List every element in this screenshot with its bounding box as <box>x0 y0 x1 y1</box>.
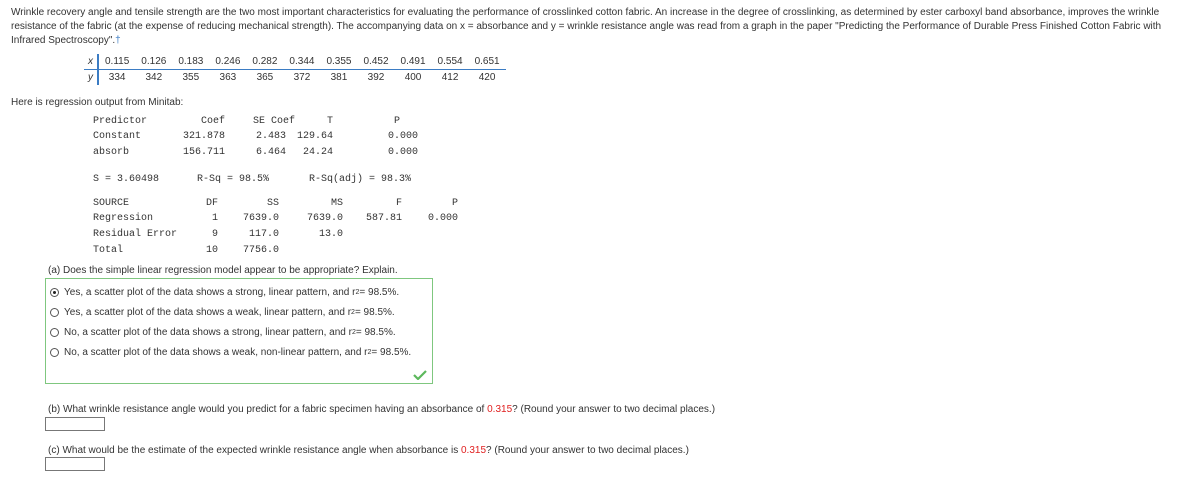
y-value: 412 <box>441 72 459 83</box>
coef-header: P <box>393 116 400 127</box>
answer-c-input[interactable] <box>45 457 105 471</box>
superscript: 2 <box>355 288 360 296</box>
superscript: 2 <box>367 348 372 356</box>
option-text: Yes, a scatter plot of the data shows a strong, linear pattern, and r <box>64 286 356 298</box>
coef-header: T <box>326 116 333 127</box>
coef-cell: 0.000 <box>387 147 418 158</box>
y-value: 372 <box>293 72 311 83</box>
x-value: 0.282 <box>246 54 283 70</box>
x-value: 0.183 <box>172 54 209 70</box>
question-b-tail: ? (Round your answer to two decimal places.) <box>512 404 716 415</box>
x-value: 0.115 <box>98 54 135 70</box>
anova-cell: Total <box>93 245 124 256</box>
y-value: 420 <box>478 72 496 83</box>
question-c-tail: ? (Round your answer to two decimal places.) <box>486 445 689 456</box>
question-b-value: 0.315 <box>487 404 513 415</box>
anova-cell: 7639.0 <box>242 213 279 224</box>
y-value: 363 <box>219 72 237 83</box>
x-value: 0.491 <box>395 54 432 70</box>
anova-header: F <box>395 198 402 209</box>
option-3[interactable] <box>50 324 396 340</box>
radio-button[interactable] <box>50 288 59 297</box>
x-value: 0.126 <box>135 54 172 70</box>
y-value: 392 <box>367 72 385 83</box>
answer-b-input[interactable] <box>45 417 105 431</box>
data-table <box>84 54 506 85</box>
anova-header: SS <box>266 198 279 209</box>
coef-cell: 321.878 <box>182 131 225 142</box>
coef-cell: 24.24 <box>302 147 333 158</box>
coef-header: Predictor <box>93 116 148 127</box>
question-b-text: (b) What wrinkle resistance angle would you predict for a fabric specimen having an absorbance of <box>48 404 488 415</box>
coef-cell: 0.000 <box>387 131 418 142</box>
x-value: 0.651 <box>469 54 506 70</box>
x-row <box>84 54 506 70</box>
superscript: 2 <box>351 328 356 336</box>
answer-box-a <box>45 278 433 384</box>
question-c-value: 0.315 <box>461 445 487 456</box>
x-value: 0.452 <box>357 54 394 70</box>
question-a: (a) Does the simple linear regression model appear to be appropriate? Explain. <box>48 265 398 276</box>
option-text: No, a scatter plot of the data shows a strong, linear pattern, and r <box>64 326 352 338</box>
anova-cell: 9 <box>211 229 218 240</box>
radio-button[interactable] <box>50 308 59 317</box>
anova-cell: 10 <box>205 245 218 256</box>
x-value: 0.344 <box>283 54 320 70</box>
y-value: 342 <box>145 72 163 83</box>
stat-rsq: R-Sq = 98.5% <box>197 174 270 185</box>
anova-cell: 7639.0 <box>306 213 343 224</box>
stat-rsq-adj: R-Sq(adj) = 98.3% <box>309 174 412 185</box>
coef-cell: Constant <box>93 131 142 142</box>
problem-intro <box>11 6 1191 48</box>
anova-cell: Regression <box>93 213 154 224</box>
y-value: 365 <box>256 72 274 83</box>
option-text-tail: = 98.5%. <box>355 326 396 338</box>
option-text-tail: = 98.5%. <box>359 286 400 298</box>
x-value: 0.355 <box>320 54 357 70</box>
anova-cell: 0.000 <box>427 213 458 224</box>
anova-cell: 587.81 <box>365 213 402 224</box>
option-4[interactable] <box>50 344 411 360</box>
y-value: 355 <box>182 72 200 83</box>
radio-button[interactable] <box>50 348 59 357</box>
coef-header: Coef <box>200 116 225 127</box>
question-b <box>48 404 715 415</box>
question-c-text: (c) What would be the estimate of the expected wrinkle resistance angle when absorbance is <box>48 445 461 456</box>
radio-button[interactable] <box>50 328 59 337</box>
y-label: y <box>84 70 98 86</box>
coef-cell: 156.711 <box>182 147 225 158</box>
option-2[interactable] <box>50 304 395 320</box>
anova-cell: Residual Error <box>93 229 178 240</box>
coef-cell: 129.64 <box>296 131 333 142</box>
anova-header: MS <box>330 198 343 209</box>
anova-cell: 117.0 <box>248 229 279 240</box>
option-text: Yes, a scatter plot of the data shows a weak, linear pattern, and r <box>64 306 352 318</box>
superscript: 2 <box>351 308 355 316</box>
regression-label: Here is regression output from Minitab: <box>11 97 184 108</box>
anova-cell: 7756.0 <box>242 245 279 256</box>
option-text-tail: = 98.5%. <box>354 306 395 318</box>
intro-text: Wrinkle recovery angle and tensile strength are the two most important characteristics for evaluating the performance of crosslinked cotton fabric. An increase in the degree of crosslinking, as determined by ester carboxyl band absorbance, improves the wrinkle resistance of the fabric (at the expense of reducing mechanical strength). The accompanying data on x = absorbance and y = wrinkle resistance angle was read from a graph in the paper "Predicting the Performance of Durable Press Finished Cotton Fabric with Infrared Spectroscopy". <box>11 7 1162 46</box>
y-value: 381 <box>330 72 348 83</box>
x-value: 0.246 <box>209 54 246 70</box>
anova-header: SOURCE <box>93 198 130 209</box>
anova-header: P <box>451 198 458 209</box>
anova-cell: 13.0 <box>318 229 343 240</box>
y-value: 400 <box>404 72 422 83</box>
anova-cell: 1 <box>211 213 218 224</box>
coef-cell: absorb <box>93 147 130 158</box>
coef-cell: 6.464 <box>255 147 286 158</box>
footnote-dagger[interactable]: † <box>115 35 121 46</box>
option-1[interactable] <box>50 284 399 300</box>
stat-s: S = 3.60498 <box>93 174 160 185</box>
option-text-tail: = 98.5%. <box>371 346 412 358</box>
coef-cell: 2.483 <box>255 131 286 142</box>
option-text: No, a scatter plot of the data shows a weak, non-linear pattern, and r <box>64 346 368 358</box>
x-label: x <box>84 54 98 70</box>
y-value: 334 <box>108 72 126 83</box>
coef-header: SE Coef <box>252 116 295 127</box>
question-c <box>48 445 689 456</box>
x-value: 0.554 <box>432 54 469 70</box>
y-row <box>84 70 506 86</box>
correct-check-icon <box>413 370 427 380</box>
anova-header: DF <box>205 198 218 209</box>
